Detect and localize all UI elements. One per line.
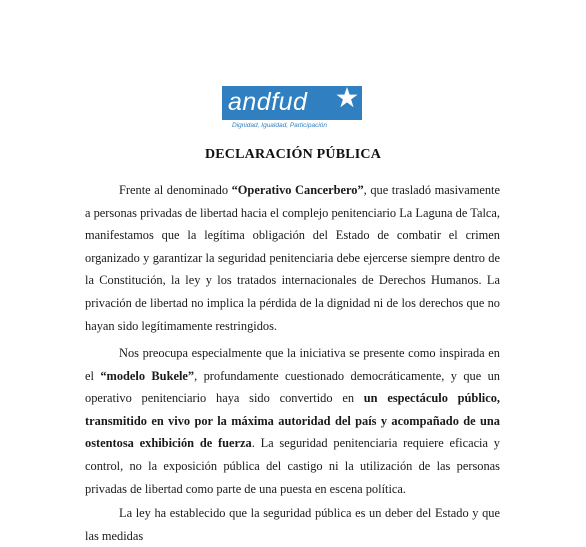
operativo-name: “Operativo Cancerbero” [231,183,364,197]
paragraph-3-text: La ley ha establecido que la seguridad pública es un deber del Estado y que las medidas [85,506,500,543]
paragraph-2-text: , profundamente cuestionado democráticamente, y que un operativo penitenciario haya sido convertido en [85,368,500,406]
logo-tagline: Dignidad, Igualdad, Participación [232,122,328,129]
paragraph-1-text: , que trasladó masivamente a personas privadas de libertad hacia el complejo penitenciario La Laguna de Talca, manifestamos que la legítima obligación del Estado de combatir el crimen organizado y garantizar la seguridad penitenciaria debe ejercerse siempre dentro de la Constitución, la ley y los tratados internacionales de Derechos Humanos. La privación de libertad no implica la pérdida de la dignidad ni de los derechos que no hayan sido legítimamente restringidos. [85,183,500,333]
logo-banner [222,86,362,120]
espectaculo-publico: un espectáculo público, transmitido en vivo por la máxima autoridad del país y acompañado de una ostentosa exhibición de fuerza [85,391,501,451]
document-title: DECLARACIÓN PÚBLICA [204,147,382,162]
logo-brand-text: andfud [228,88,308,116]
modelo-bukele: “modelo Bukele” [100,368,195,383]
paragraph-1 [85,179,500,337]
star-icon [335,86,359,110]
paragraph-2-text: Nos preocupa especialmente que la iniciativa se presente como inspirada en el [85,346,500,383]
andfud-logo [222,86,362,132]
paragraph-3 [85,502,500,547]
paragraph-2-text: . La seguridad penitenciaria requiere eficacia y control, no la exposición pública del castigo ni la utilización de las personas privadas de libertad como parte de una puesta en escena política. [85,436,500,496]
paragraph-2 [85,342,500,500]
paragraph-1-text: Frente al denominado [119,183,232,197]
